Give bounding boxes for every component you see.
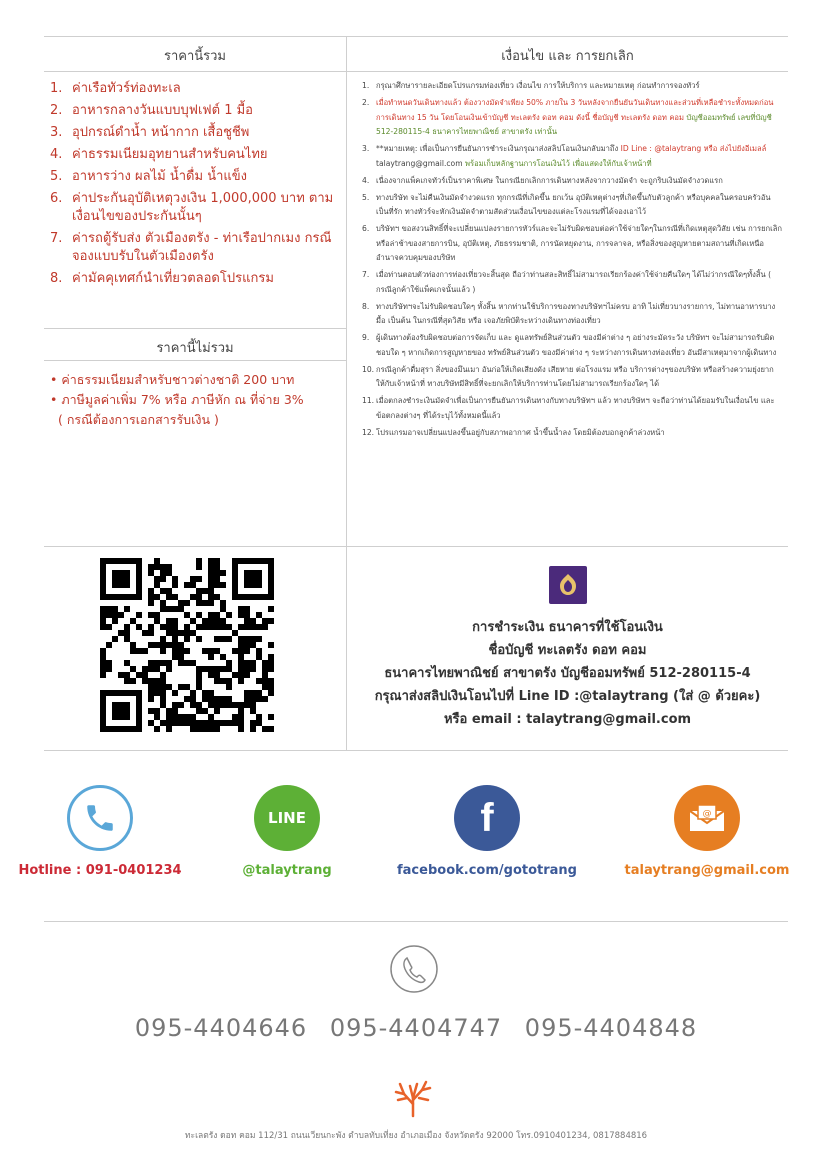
hotline-label: Hotline : 091-0401234 <box>18 863 182 878</box>
contact-hotline[interactable] <box>0 785 200 878</box>
contact-facebook[interactable] <box>387 785 587 878</box>
payment-line: การชำระเงิน ธนาคารที่ใช้โอนเงิน <box>472 620 663 635</box>
line-label: @talaytrang <box>242 863 332 878</box>
email-icon <box>674 785 740 851</box>
email-label: talaytrang@gmail.com <box>624 863 790 878</box>
section-divider <box>44 546 788 547</box>
excluded-header: ราคานี้ไม่รวม <box>156 341 234 356</box>
contact-line[interactable] <box>187 785 387 878</box>
list-item: 7. เมื่อท่านตอบตัวท่องการท่องเที่ยวจะสิ้นสุด ถือว่าท่านสละสิทธิ์ไม่สามารถเรียกร้องค่าใช้จ่ายคืนใดๆ ได้ไม่ว่ากรณีใดๆทั้งสิ้น ( กรณีลูกค้าใช้แพ็คเกจนั้นแล้ว ) <box>362 270 772 294</box>
payment-line: ชื่อบัญชี ทะเลตรัง ดอท คอม <box>488 643 647 658</box>
list-item: • ภาษีมูลค่าเพิ่ม 7% หรือ ภาษีหัก ณ ที่จ่าย 3% <box>50 392 304 407</box>
excluded-list <box>50 370 340 430</box>
excluded-divider-top <box>44 328 346 329</box>
list-item: 7. ค่ารถตู้รับส่ง ตัวเมืองตรัง - ท่าเรือปากเมง กรณีจองแบบรับในตัวเมืองตรัง <box>50 231 332 264</box>
payment-line: กรุณาส่งสลิปเงินโอนไปที่ Line ID :@talaytrang (ใส่ @ ด้วยคะ) <box>374 689 761 704</box>
list-item: 11. เมื่อตกลงชำระเงินมัดจำเพื่อเป็นการยืนยันการเดินทางกับทางบริษัทฯ แล้ว ทางบริษัทฯ จะถือว่าท่านได้ยอมรับในเงื่อนไข และข้อตกลงต่างๆ ที่ได้ระบุไว้ทั้งหมดนี้แล้ว <box>362 396 775 420</box>
coral-logo-icon <box>392 1078 434 1118</box>
line-icon: LINE <box>254 785 320 851</box>
phone-icon <box>67 785 133 851</box>
list-item: 8. ค่ามัคคุเทศก์นำเที่ยวตลอดโปรแกรม <box>50 271 274 286</box>
list-item: 12. โปรแกรมอาจเปลี่ยนแปลงขึ้นอยู่กับสภาพอากาศ น้ำขึ้นน้ำลง โดยมิต้องบอกลูกค้าล่วงหน้า <box>362 427 665 437</box>
conditions-header: เงื่อนไข และ การยกเลิก <box>501 49 634 64</box>
payment-line: ธนาคารไทยพาณิชย์ สาขาตรัง บัญชีออมทรัพย์ 512-280115-4 <box>384 666 751 681</box>
list-item: 2. เมื่อทำหนดวันเดินทางแล้ว ต้องวางมัดจำเพียง 50% ภายใน 3 วันหลังจากยืนยันวันเดินทางและส่วนที่เหลือชำระทั้งหมดก่อนการเดินทาง 15 วัน โดยโอนเงินเข้าบัญชี ทะเลตรัง ดอท คอม ดังนี้ ชื่อบัญชี ทะเลตรัง ดอท คอม บัญชีออมทรัพย์ เลขที่บัญชี 512-280115-4 ธนาคารไทยพาณิชย์ สาขาตรัง เท่านั้น <box>362 98 774 136</box>
footer-address: ทะเลตรัง ดอท คอม 112/31 ถนนเวียนกะพัง ตำบลทับเที่ยง อำเภอเมือง จังหวัดตรัง 92000 โทร.0910401234, 0817884816 <box>184 1131 648 1141</box>
list-item: ( กรณีต้องการเอกสารรับเงิน ) <box>58 412 219 427</box>
list-item: 4. เนื่องจากแพ็คเกจทัวร์เป็นราคาพิเศษ ในกรณียกเลิกการเดินทางหลังจากวางมัดจำ จะถูกริบเงินมัดจำงวดแรก <box>362 175 723 185</box>
list-item: 5. ทางบริษัท จะไม่คืนเงินมัดจำงวดแรก ทุกกรณีที่เกิดขึ้น ยกเว้น อุบัติเหตุต่างๆที่เกิดขึ้นกับตัวลูกค้า หรือบุคคลในครอบครัวอันเป็นที่รัก ทางทัวร์จะหักเงินมัดจำตามสัดส่วนเงื่อนไขของแต่ละโรงแรมที่ได้จองเอาไว้ <box>362 192 771 216</box>
list-item: 10. กรณีลูกค้าดื่มสุรา สิ่งของมึนเมา อันก่อให้เกิดเสียงดัง เสียหาย ต่อโรงแรม หรือ บริการต่างๆของบริษัท หรือสร้างความยุ่งยากให้กับเจ้าหน้าที่ ทางบริษัทมีสิทธิ์ที่จะยกเลิกให้บริการท่านโดยไม่สามารถเรียกร้องใดๆ ได้ <box>362 364 774 388</box>
section-divider <box>44 750 788 751</box>
header-divider <box>44 71 788 72</box>
phone-outline-icon <box>389 944 439 994</box>
included-list <box>50 80 340 292</box>
list-item: 3. **หมายเหตุ: เพื่อเป็นการยืนยันการชำระเงินกรุณาส่งสลิปโอนเงินกลับมาถึง ID Line : @talaytrang หรือ ส่งไปยังอีเมลล์ talaytrang@gmail.com พร้อมเก็บหลักฐานการโอนเงินไว้ เพื่อแสดงให้กับเจ้าหน้าที่ <box>362 144 767 168</box>
list-item: 6. ค่าประกันอุบัติเหตุวงเงิน 1,000,000 บาท ตามเงื่อนไขของประกันนั้นๆ <box>50 191 334 224</box>
list-item: 5. อาหารว่าง ผลไม้ น้ำดื่ม น้ำแข็ง <box>50 169 247 184</box>
contact-email[interactable] <box>607 785 807 878</box>
payment-line: หรือ email : talaytrang@gmail.com <box>443 712 692 727</box>
section-divider <box>44 921 788 922</box>
excluded-divider-bottom <box>44 360 346 361</box>
facebook-icon: f <box>454 785 520 851</box>
list-item: 3. อุปกรณ์ดำน้ำ หน้ากาก เสื้อชูชีพ <box>50 125 250 140</box>
conditions-list <box>362 79 782 443</box>
svg-text:@: @ <box>702 809 712 819</box>
list-item: 4. ค่าธรรมเนียมอุทยานสำหรับคนไทย <box>50 147 268 162</box>
list-item: 2. อาหารกลางวันแบบบุฟเฟต์ 1 มื้อ <box>50 103 253 118</box>
scb-bank-logo <box>549 566 587 604</box>
list-item: 6. บริษัทฯ ขอสงวนสิทธิ์ที่จะเปลี่ยนแปลงรายการทัวร์และจะไม่รับผิดชอบต่อค่าใช้จ่ายใดๆในกรณีที่เกิดเหตุสุดวิสัย เช่น การยกเลิกหรือล่าช้าของสายการบิน, อุบัติเหตุ, ภัยธรรมชาติ, การนัดหยุดงาน, การจลาจล, หรือสิ่งของสูญหายตามสถานที่เกิดเหนืออำนาจควบคุมของบริษัท <box>362 224 782 262</box>
list-item: 1. ค่าเรือทัวร์ท่องทะเล <box>50 81 181 96</box>
list-item: 8. ทางบริษัทฯจะไม่รับผิดชอบใดๆ ทั้งสิ้น หากท่านใช้บริการของทางบริษัทฯไม่ครบ อาทิ ไม่เที่ยวบางรายการ, ไม่ทานอาหารบางมื้อ เป็นต้น ในกรณีที่สุดวิสัย หรือ เจอภัยพิบัติระหว่างเดินทางท่องเที่ยว <box>362 301 776 325</box>
payment-qr-code[interactable] <box>100 558 274 732</box>
list-item: • ค่าธรรมเนียมสำหรับชาวต่างชาติ 200 บาท <box>50 372 295 387</box>
payment-info <box>347 560 788 731</box>
list-item: 9. ผู้เดินทางต้องรับผิดชอบต่อการจัดเก็บ และ ดูแลทรัพย์สินส่วนตัว ของมีค่าต่าง ๆ อย่างระมัดระวัง บริษัทฯ จะไม่สามารถรับผิดชอบใด ๆ หากเกิดการสูญหายของ ทรัพย์สินส่วนตัว ของมีค่าต่าง ๆ ระหว่างการเดินทางท่องเที่ยว อันมีสาเหตุมาจากผู้เดินทาง <box>362 333 777 357</box>
included-header: ราคานี้รวม <box>163 49 227 64</box>
list-item: 1. กรุณาศึกษารายละเอียดโปรแกรมท่องเที่ยว เงื่อนไข การให้บริการ และหมายเหตุ ก่อนทำการจองทัวร์ <box>362 81 700 90</box>
facebook-label: facebook.com/gototrang <box>397 863 577 878</box>
phone-numbers: 095-4404646 095-4404747 095-4404848 <box>134 1014 698 1042</box>
